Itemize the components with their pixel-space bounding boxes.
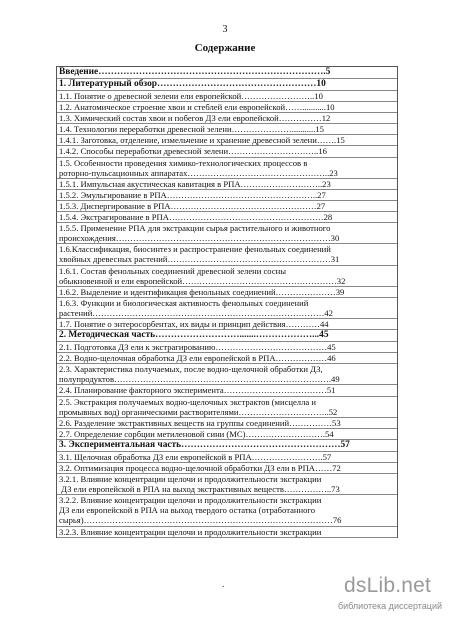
watermark-subtitle: библиотека диссертаций [338, 601, 443, 611]
footer-mark: . [222, 579, 225, 589]
toc-entry: 1.6.2. Выделение и идентификация фенольных соединений…………………39 [57, 287, 397, 298]
toc-entry: 2.1. Подготовка ДЗ ели к экстрагированию…………………………………45 [57, 342, 397, 353]
toc-entry: 1.4.1. Заготовка, отделение, измельчение и хранение древесной зелени…….15 [57, 135, 397, 146]
toc-entry: 1.5.4. Экстрагирование в РПА………………………………………………28 [57, 212, 397, 223]
page-title: Содержание [194, 42, 256, 54]
toc-entry: 1.5.2. Эмульгирование в РПА……………………………………………..27 [57, 190, 397, 201]
toc-entry: 2.2. Водно-щелочная обработка ДЗ ели европейской в РПА………………46 [57, 353, 397, 364]
toc-entry: 1.4.2. Способы переработки древесной зелени…………………………..16 [57, 146, 397, 157]
toc-entry: 1.5.1. Импульсная акустическая кавитация в РПА………………………..23 [57, 179, 397, 190]
toc-entry: 2.4. Планирование факторного эксперимента………………………………51 [57, 385, 397, 396]
toc-entry: 1.7. Понятие о энтеросорбентах, их виды и принцип действия…………44 [57, 319, 397, 330]
toc-entry: 1.6.1. Состав фенольных соединений древесной зелени сосны обыкновенной и ели европейской………………………………………………32 [57, 266, 397, 287]
toc-entry: 1.5.3. Диспергирование в РПА……………………………………………27 [57, 201, 397, 212]
watermark [338, 574, 450, 618]
toc-entry: 3.2.2. Влияние концентрации щелочи и продолжительности экстракции ДЗ ели европейской в РПА на выход твердого остатка (отработанного сырья)……………………………………………………………………………76 [57, 495, 397, 526]
toc-entry: 2. Методическая часть……………………….......………………...45 [57, 330, 397, 342]
watermark-logo: dsLib.net [344, 574, 432, 597]
toc-entry: 1.5.5. Применение РПА для экстракции сырья растительного и животного происхождения…………………………………………………………………30 [57, 223, 397, 244]
toc-entry: 1.4. Технологии переработки древесной зелени…………………...........15 [57, 124, 397, 135]
toc-entry: 2.7. Определение сорбции метиленовой сини (МС)……………………….54 [57, 429, 397, 440]
toc-entry: 1.5. Особенности проведения химико-технологических процессов в роторно-пульсационных аппаратах…………………………………………..23 [57, 158, 397, 179]
toc-entry: 1.3. Химический состав хвои и побегов ДЗ ели европейской……………12 [57, 113, 397, 124]
toc-entry: 1.6.3. Функции и биологическая активность фенольных соединений растений………………………………………………………………………42 [57, 298, 397, 319]
toc-entry: 2.3. Характеристика получаемых, после водно-щелочной обработки ДЗ, полупродуктов………………………………………………………………….49 [57, 364, 397, 385]
toc-entry: 1. Литературный обзор……………………………………………10 [57, 79, 397, 91]
toc-entry: 2.6. Разделение экстрактивных веществ на группы соединений……………53 [57, 418, 397, 429]
toc-entry: 3. Экспериментальная часть……………………………………………57 [57, 440, 397, 452]
toc-entry: 1.6.Классификация, биосинтез и распространение фенольных соединений хвойных древесных растений…………………………………………………31 [57, 244, 397, 265]
toc-entry: Введение……………………………………………………………….5 [57, 67, 397, 79]
table-of-contents [56, 66, 398, 538]
toc-entry: 1.1. Понятие о древесной зелени ели европейской……………………..10 [57, 91, 397, 102]
toc-entry: 1.2. Анатомическое строение хвои и стеблей ели европейской……...........10 [57, 102, 397, 113]
page-number: 3 [222, 24, 228, 35]
toc-entry: 3.2.3. Влияние концентрации щелочи и продолжительности экстракции [57, 527, 397, 538]
toc-entry: 3.2.1. Влияние концентрации щелочи и продолжительности экстракции ДЗ ели европейской в РПА на выход экстрактивных веществ……………..73 [57, 474, 397, 495]
toc-entry: 2.5. Экстракция получаемых водно-щелочных экстрактов (мисцелла и промывных вод) органическими растворителями…………………………..52 [57, 397, 397, 418]
toc-entry: 3.2. Оптимизация процесса водно-щелочной обработки ДЗ ели в РПА……72 [57, 463, 397, 474]
toc-entry: 3.1. Щелочная обработка ДЗ ели европейской в РПА…………………….57 [57, 452, 397, 463]
